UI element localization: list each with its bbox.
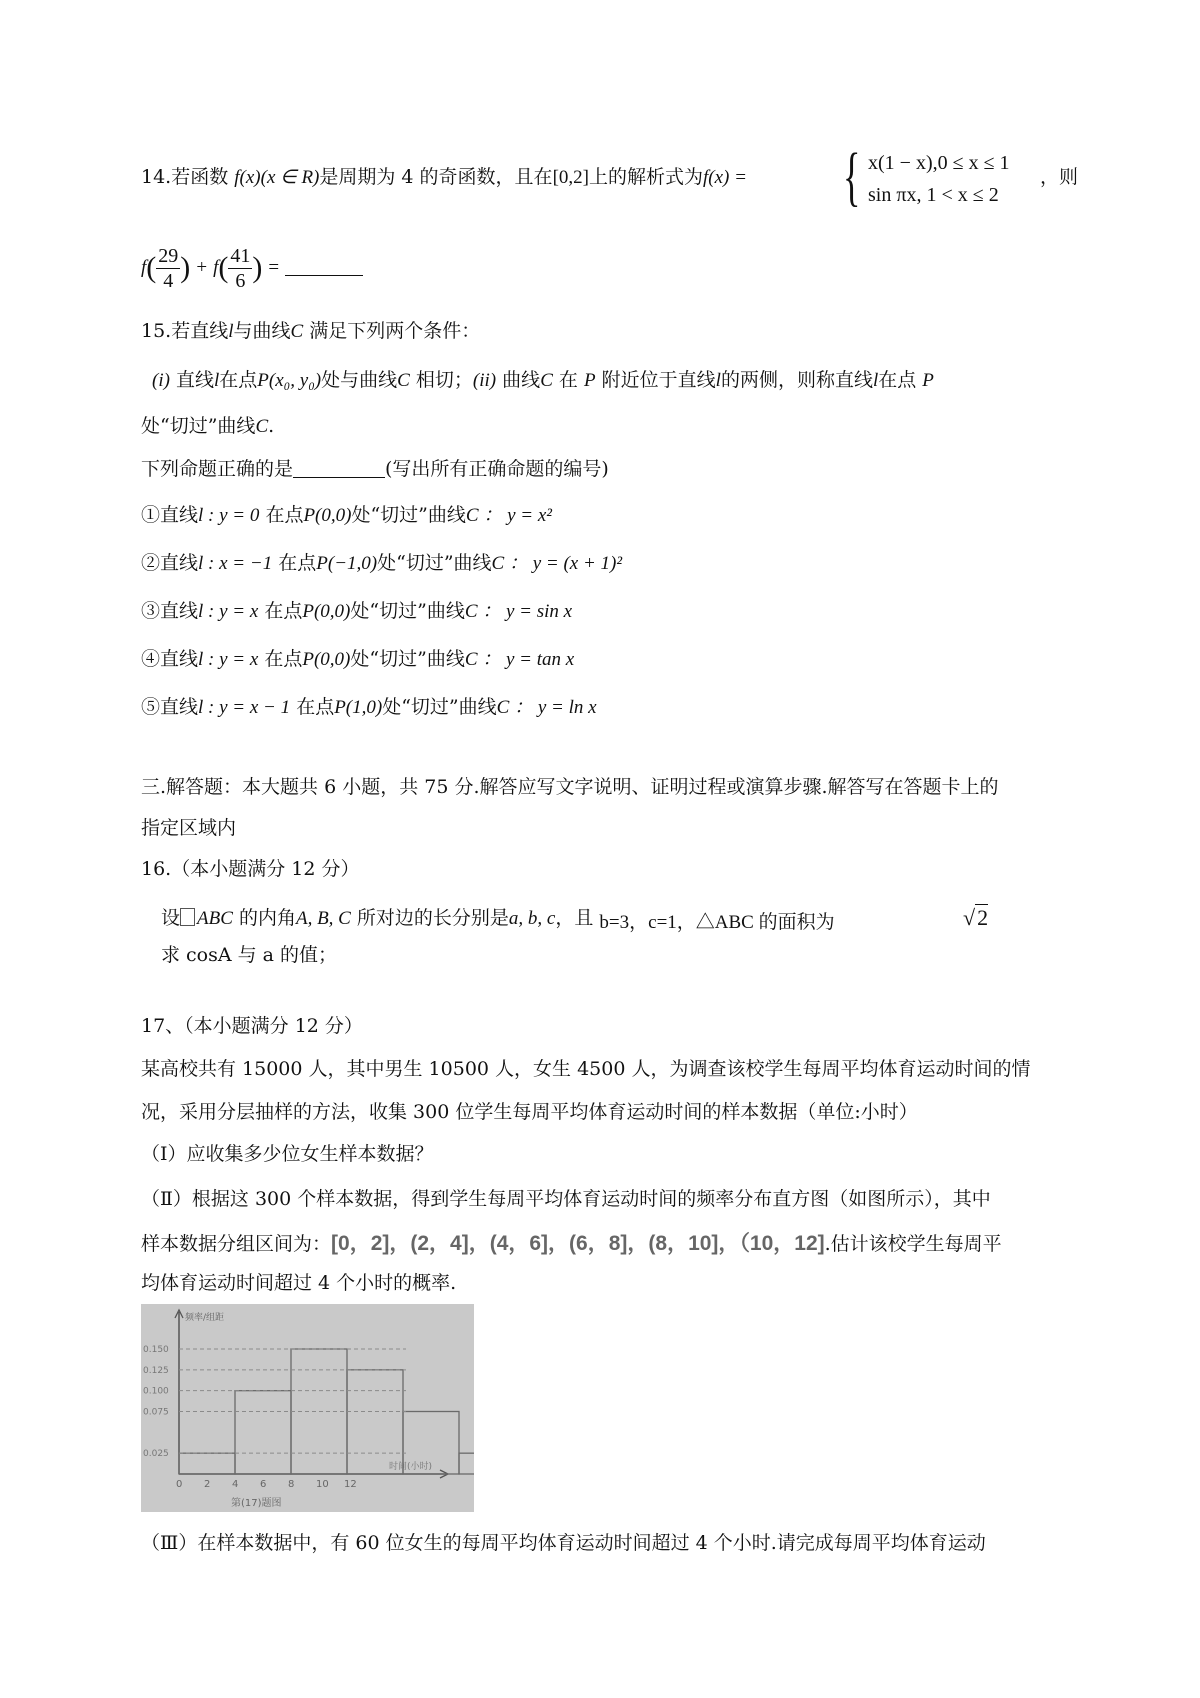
triangle-missing-glyph-icon (180, 908, 195, 926)
q14-paren-close-2: ) (252, 251, 263, 284)
q15-ask-b: (写出所有正确命题的编号) (385, 458, 609, 480)
y-tick-label: 0.075 (143, 1407, 169, 1418)
q15-item (141, 694, 597, 721)
q15-item-point: P(0,0) (302, 649, 351, 670)
q15-item-at: 在点 (264, 600, 303, 622)
q17-intervals: [0，2]，(2，4]，(4，6]，(6，8]，(8，10]，（10，12] (331, 1232, 825, 1255)
x-tick-label: 6 (260, 1479, 267, 1490)
q15-conditions-cont (141, 413, 274, 440)
q15-l: l (228, 321, 234, 342)
q16-text-b: 的内角 (238, 907, 296, 929)
q16-text-a: 设 (161, 907, 181, 929)
histogram-chart (141, 1304, 474, 1512)
q15-item-mid: 处“切过”曲线 (382, 696, 497, 718)
q14-text-c: 上的解析式为 (588, 166, 703, 188)
histogram-figure (141, 1304, 474, 1512)
q15-cond-c: 处与曲线 (321, 369, 398, 391)
q14-paren-close: ) (180, 251, 191, 284)
q15-C3: C (540, 370, 553, 391)
q15-item-curve: C ： y = ln x (496, 697, 597, 718)
q17-para: 况，采用分层抽样的方法，收集 300 位学生每周平均体育运动时间的样本数据（单位:小时） (141, 1101, 918, 1123)
q15-item-no: ④直线 (141, 648, 199, 670)
x-axis-label: 时间(小时) (389, 1462, 433, 1472)
q15-C4: C (255, 416, 269, 437)
q17-title: 17、（本小题满分 12 分） (141, 1015, 363, 1037)
histogram-bar (347, 1370, 403, 1474)
q14-fx: f(x)(x ∈ R) (234, 167, 320, 188)
q16-sqrt-arg: 2 (977, 905, 989, 930)
q15-cond-a: 直线 (175, 369, 214, 391)
q15-item (141, 598, 572, 625)
q14-fx2: f(x) = (702, 167, 747, 188)
q15-item (141, 646, 574, 673)
q15-item-at: 在点 (264, 648, 303, 670)
q17-part-ii-cont (141, 1231, 1002, 1257)
q14-paren-open: ( (146, 251, 157, 284)
section3-heading-cont: 指定区域内 (141, 817, 237, 839)
q14-text-b: 是周期为 4 的奇函数，且在 (319, 166, 553, 188)
q15-item-curve: C ： y = x² (465, 505, 552, 526)
histogram-bar (459, 1453, 474, 1474)
q14-interval: [0,2] (552, 167, 589, 188)
q15-P0: P(x₀, y₀) (257, 370, 322, 391)
q17-part-i: （Ⅰ）应收集多少位女生样本数据？ (141, 1143, 434, 1165)
q16-sqrt: √2 (963, 905, 989, 930)
q15-intro (141, 318, 480, 345)
histogram-bar (179, 1453, 235, 1474)
q15-ask (141, 456, 609, 482)
q14-text: 14.若函数 (141, 166, 229, 188)
q15-intro-c: 满足下列两个条件： (309, 320, 481, 342)
q16-line1 (161, 905, 835, 936)
q15-item-curve: C ： y = sin x (464, 601, 573, 622)
q17-part-iii: （Ⅲ）在样本数据中，有 60 位女生的每周平均体育运动时间超过 4 个小时.请完成每周平均体育运动 (141, 1532, 986, 1554)
q16-abc: ABC (197, 908, 233, 929)
x-tick-label: 4 (232, 1479, 239, 1490)
y-tick-label: 0.150 (143, 1345, 169, 1355)
q15-intro-a: 15.若直线 (141, 320, 229, 342)
q14-paren-open-2: ( (218, 251, 229, 284)
q15-ask-a: 下列命题正确的是 (141, 458, 294, 480)
q15-cond-g: 附近位于直线 (601, 369, 716, 391)
q16-sides: a, b, c (508, 908, 556, 929)
q15-P2: P (922, 370, 934, 391)
q15-item-no: ⑤直线 (141, 696, 199, 718)
q14-f2: f (213, 257, 219, 278)
q17-ii-text-b: .估计该校学生每周平 (824, 1233, 1002, 1255)
q15-answer-blank[interactable] (293, 477, 385, 478)
q15-cond-j: 在点 (878, 369, 917, 391)
q14-frac2-den: 6 (235, 269, 246, 292)
q15-cond-i: (i) (152, 370, 170, 391)
y-tick-label: 0.025 (143, 1449, 169, 1460)
q17-part-ii-end: 均体育运动时间超过 4 个小时的概率. (141, 1272, 457, 1294)
q14-frac1 (156, 244, 180, 293)
q15-item-mid: 处“切过”曲线 (350, 648, 465, 670)
q15-item (141, 550, 622, 577)
q15-item-point: P(0,0) (303, 505, 352, 526)
q15-cond-f: 在 (558, 369, 578, 391)
y-tick-label: 0.125 (143, 1365, 169, 1376)
q14-line2 (141, 239, 363, 296)
q15-item-at: 在点 (296, 696, 335, 718)
y-axis-label: 频率/组距 (185, 1313, 225, 1323)
x-tick-label: 10 (316, 1479, 329, 1490)
q15-item-at: 在点 (265, 504, 304, 526)
q14-frac2-num: 41 (230, 244, 251, 267)
q15-l4: l (872, 370, 879, 391)
q15-item-line: l : y = x (198, 649, 259, 670)
q15-cond-ii: (ii) (472, 370, 497, 391)
q15-l2: l (214, 370, 220, 391)
x-tick-label: 12 (344, 1479, 357, 1490)
q14-frac1-den: 4 (163, 269, 174, 292)
q16-text-d: ，且 (555, 907, 594, 929)
q14-brace: { (843, 140, 861, 213)
q15-item-no: ①直线 (141, 504, 199, 526)
q14-frac2 (228, 244, 252, 293)
q15-item-mid: 处“切过”曲线 (351, 504, 466, 526)
q15-item-no: ②直线 (141, 552, 199, 574)
q15-P: P (583, 370, 596, 391)
q15-item-point: P(0,0) (302, 601, 351, 622)
x-tick-label: 0 (176, 1479, 183, 1490)
q17-para: 某高校共有 15000 人，其中男生 10500 人，女生 4500 人，为调查该校学生每周平均体育运动时间的情 (141, 1058, 1031, 1080)
q15-cond-k: 处“切过”曲线 (141, 415, 256, 437)
q15-cond-h: 的两侧，则称直线 (720, 369, 873, 391)
q16-text-c: 所对边的长分别是 (356, 907, 509, 929)
q14-plus: + (196, 257, 208, 278)
q16-title: 16.（本小题满分 12 分） (141, 858, 360, 880)
q16-line2: 求 cosA 与 a 的值； (161, 944, 338, 966)
q15-item-line: l : y = x − 1 (198, 697, 291, 718)
q15-item-line: l : y = 0 (198, 505, 260, 526)
q15-item-point: P(−1,0) (316, 553, 378, 574)
y-tick-label: 0.100 (143, 1386, 169, 1397)
x-tick-label: 8 (288, 1479, 295, 1490)
q14-frac1-num: 29 (158, 244, 179, 267)
q15-C: C (290, 321, 304, 342)
q16-text-e: b=3，c=1，△ABC 的面积为 (599, 912, 835, 933)
q14-line1 (141, 164, 747, 191)
q14-tail: ，则 (1040, 166, 1079, 188)
q15-item-point: P(1,0) (334, 697, 383, 718)
q17-part-ii: （Ⅱ）根据这 300 个样本数据，得到学生每周平均体育运动时间的频率分布直方图（如图所示），其中 (141, 1188, 991, 1210)
q15-item-at: 在点 (278, 552, 317, 574)
q15-cond-b: 在点 (219, 369, 258, 391)
q15-item-line: l : x = −1 (198, 553, 273, 574)
q15-cond-e: 曲线 (502, 369, 541, 391)
histogram-bar (235, 1391, 291, 1474)
q14-answer-blank[interactable] (285, 275, 363, 276)
q14-piece2: sin πx, 1 < x ≤ 2 (868, 184, 999, 206)
figure-caption: 第(17)题图 (231, 1498, 282, 1509)
section3-heading: 三.解答题：本大题共 6 小题，共 75 分.解答应写文字说明、证明过程或演算步骤.解答写在答题卡上的 (141, 776, 999, 798)
q15-item-mid: 处“切过”曲线 (350, 600, 465, 622)
q16-angles: A, B, C (295, 908, 351, 929)
q15-item-mid: 处“切过”曲线 (377, 552, 492, 574)
q15-intro-b: 与曲线 (233, 320, 291, 342)
q14-eq: = (268, 257, 280, 278)
q15-l3: l (715, 370, 721, 391)
q15-item-curve: C ： y = (x + 1)² (491, 553, 623, 574)
q14-f1: f (141, 257, 147, 278)
q17-ii-text: 样本数据分组区间为： (141, 1233, 332, 1255)
q15-item (141, 502, 552, 529)
q15-C2: C (397, 370, 410, 391)
q14-piece1: x(1 − x),0 ≤ x ≤ 1 (868, 152, 1010, 174)
q15-item-no: ③直线 (141, 600, 199, 622)
q15-cond-d: 相切； (415, 369, 473, 391)
q15-dot: . (268, 415, 275, 437)
q15-item-curve: C ： y = tan x (464, 649, 575, 670)
x-tick-label: 2 (204, 1479, 211, 1490)
q15-item-line: l : y = x (198, 601, 259, 622)
q15-conditions (152, 367, 934, 394)
